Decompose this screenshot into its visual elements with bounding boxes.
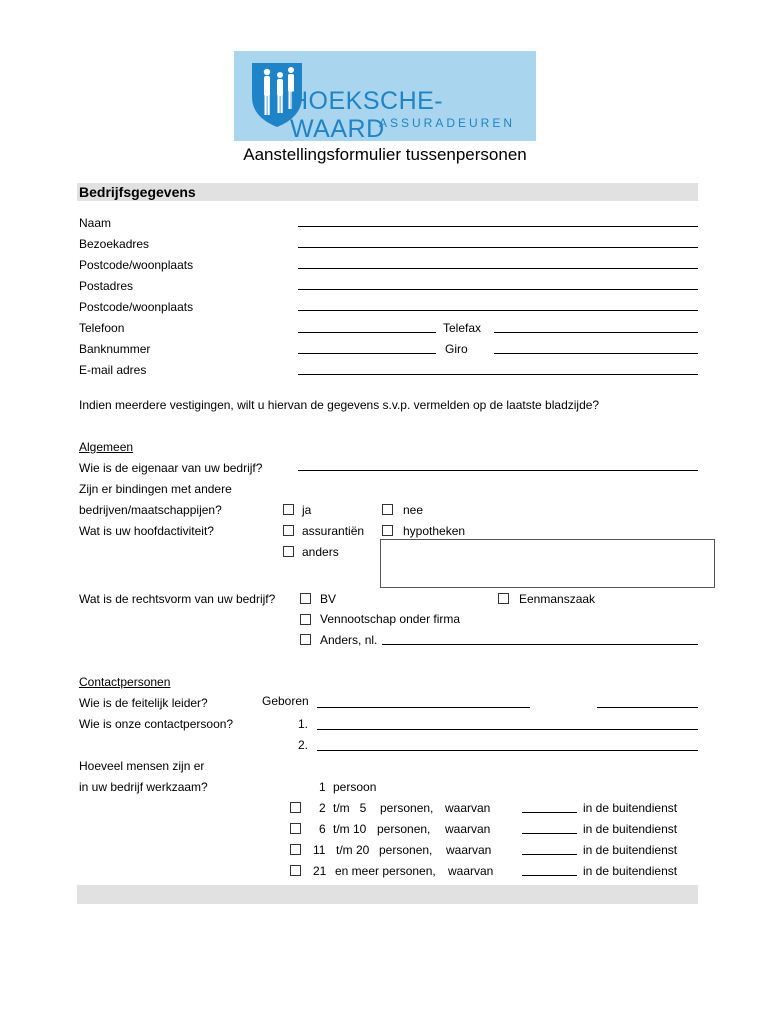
label-assurantien: assurantiën	[302, 524, 365, 538]
label-mensen-1: Hoeveel mensen zijn er	[79, 759, 205, 773]
label-bv: BV	[320, 592, 337, 606]
label-bezoekadres: Bezoekadres	[79, 237, 150, 251]
label-nr-1: 1.	[298, 717, 309, 731]
checkbox-row-5[interactable]	[290, 865, 301, 876]
field-postcode-2[interactable]	[298, 310, 698, 311]
row-2-count: 2	[319, 801, 326, 815]
field-naam[interactable]	[298, 226, 698, 227]
checkbox-nee[interactable]	[382, 504, 393, 515]
form-title: Aanstellingsformulier tussenpersonen	[243, 145, 527, 164]
label-vof: Vennootschap onder firma	[320, 612, 461, 626]
logo-name: HOEKSCHE-WAARD	[290, 87, 444, 143]
logo-subname: ASSURADEUREN	[379, 116, 516, 130]
field-row-5-buiten[interactable]	[522, 875, 577, 876]
row-1-range: persoon	[333, 780, 377, 794]
checkbox-hypotheken[interactable]	[382, 525, 393, 536]
checkbox-ja[interactable]	[283, 504, 294, 515]
row-3-range: t/m 10	[333, 822, 367, 836]
label-naam: Naam	[79, 216, 112, 230]
field-bezoekadres[interactable]	[298, 247, 698, 248]
row-4-buiten: in de buitendienst	[583, 843, 678, 857]
field-telefoon[interactable]	[298, 332, 436, 333]
row-4-waarvan: waarvan	[446, 843, 492, 857]
field-leider-geboren[interactable]	[597, 707, 698, 708]
field-row-3-buiten[interactable]	[522, 833, 577, 834]
section-heading-contact: Contactpersonen	[79, 675, 171, 689]
field-row-2-buiten[interactable]	[522, 812, 577, 813]
field-giro[interactable]	[494, 353, 698, 354]
field-eigenaar[interactable]	[298, 470, 698, 471]
label-contactpersoon: Wie is onze contactpersoon?	[79, 717, 234, 731]
label-email: E-mail adres	[79, 363, 147, 377]
label-postcode-1: Postcode/woonplaats	[79, 258, 194, 272]
row-3-buiten: in de buitendienst	[583, 822, 678, 836]
label-bindingen-2: bedrijven/maatschappijen?	[79, 503, 222, 517]
company-logo	[234, 51, 536, 141]
field-leider-naam[interactable]	[317, 707, 530, 708]
field-telefax[interactable]	[494, 332, 698, 333]
label-postcode-2: Postcode/woonplaats	[79, 300, 194, 314]
section-heading-bedrijf: Bedrijfsgegevens	[79, 184, 196, 200]
field-banknummer[interactable]	[298, 353, 436, 354]
field-postadres[interactable]	[298, 289, 698, 290]
label-eigenaar: Wie is de eigenaar van uw bedrijf?	[79, 461, 263, 475]
label-eenmanszaak: Eenmanszaak	[519, 592, 596, 606]
row-2-waarvan: waarvan	[445, 801, 491, 815]
row-3-label: personen,	[377, 822, 431, 836]
row-4-count: 11	[313, 843, 326, 857]
label-nee: nee	[403, 503, 424, 517]
field-contactpersoon-1[interactable]	[317, 729, 698, 730]
row-3-waarvan: waarvan	[445, 822, 491, 836]
row-1-count: 1	[319, 780, 326, 794]
checkbox-row-3[interactable]	[290, 823, 301, 834]
label-leider: Wie is de feitelijk leider?	[79, 696, 208, 710]
field-postcode-1[interactable]	[298, 268, 698, 269]
checkbox-eenmanszaak[interactable]	[498, 593, 509, 604]
label-postadres: Postadres	[79, 279, 134, 293]
checkbox-bv[interactable]	[300, 593, 311, 604]
section-heading-algemeen: Algemeen	[79, 440, 134, 454]
label-banknummer: Banknummer	[79, 342, 151, 356]
row-2-buiten: in de buitendienst	[583, 801, 678, 815]
label-mensen-2: in uw bedrijf werkzaam?	[79, 780, 208, 794]
row-4-label: personen,	[379, 843, 433, 857]
label-telefoon: Telefoon	[79, 321, 125, 335]
checkbox-anders-nl[interactable]	[300, 634, 311, 645]
label-nr-2: 2.	[298, 738, 309, 752]
row-3-count: 6	[319, 822, 326, 836]
label-rechtsvorm: Wat is de rechtsvorm van uw bedrijf?	[79, 592, 276, 606]
row-5-waarvan: waarvan	[448, 864, 494, 878]
checkbox-row-2[interactable]	[290, 802, 301, 813]
label-hypotheken: hypotheken	[403, 524, 466, 538]
field-email[interactable]	[298, 374, 698, 375]
row-2-label: personen,	[380, 801, 434, 815]
checkbox-vof[interactable]	[300, 614, 311, 625]
row-5-buiten: in de buitendienst	[583, 864, 678, 878]
row-2-range: t/m 5	[333, 801, 367, 815]
label-hoofdactiviteit: Wat is uw hoofdactiviteit?	[79, 524, 214, 538]
field-anders-nl[interactable]	[382, 644, 698, 645]
checkbox-assurantien[interactable]	[283, 525, 294, 536]
label-telefax: Telefax	[443, 321, 482, 335]
label-giro: Giro	[445, 342, 468, 356]
checkbox-row-4[interactable]	[290, 844, 301, 855]
row-4-range: t/m 20	[336, 843, 370, 857]
label-ja: ja	[302, 503, 312, 517]
field-contactpersoon-2[interactable]	[317, 750, 698, 751]
row-5-range: en meer personen,	[335, 864, 436, 878]
label-geboren: Geboren	[262, 694, 309, 708]
field-row-4-buiten[interactable]	[522, 854, 577, 855]
section-band-bottom	[77, 885, 698, 904]
row-5-count: 21	[313, 864, 327, 878]
label-anders-nl: Anders, nl.	[320, 633, 378, 647]
label-bindingen-1: Zijn er bindingen met andere	[79, 482, 232, 496]
anders-textbox[interactable]	[380, 539, 715, 588]
checkbox-anders[interactable]	[283, 546, 294, 557]
vestigingen-note: Indien meerdere vestigingen, wilt u hiervan de gegevens s.v.p. vermelden op de laatste bladzijde?	[79, 398, 600, 412]
label-anders: anders	[302, 545, 339, 559]
